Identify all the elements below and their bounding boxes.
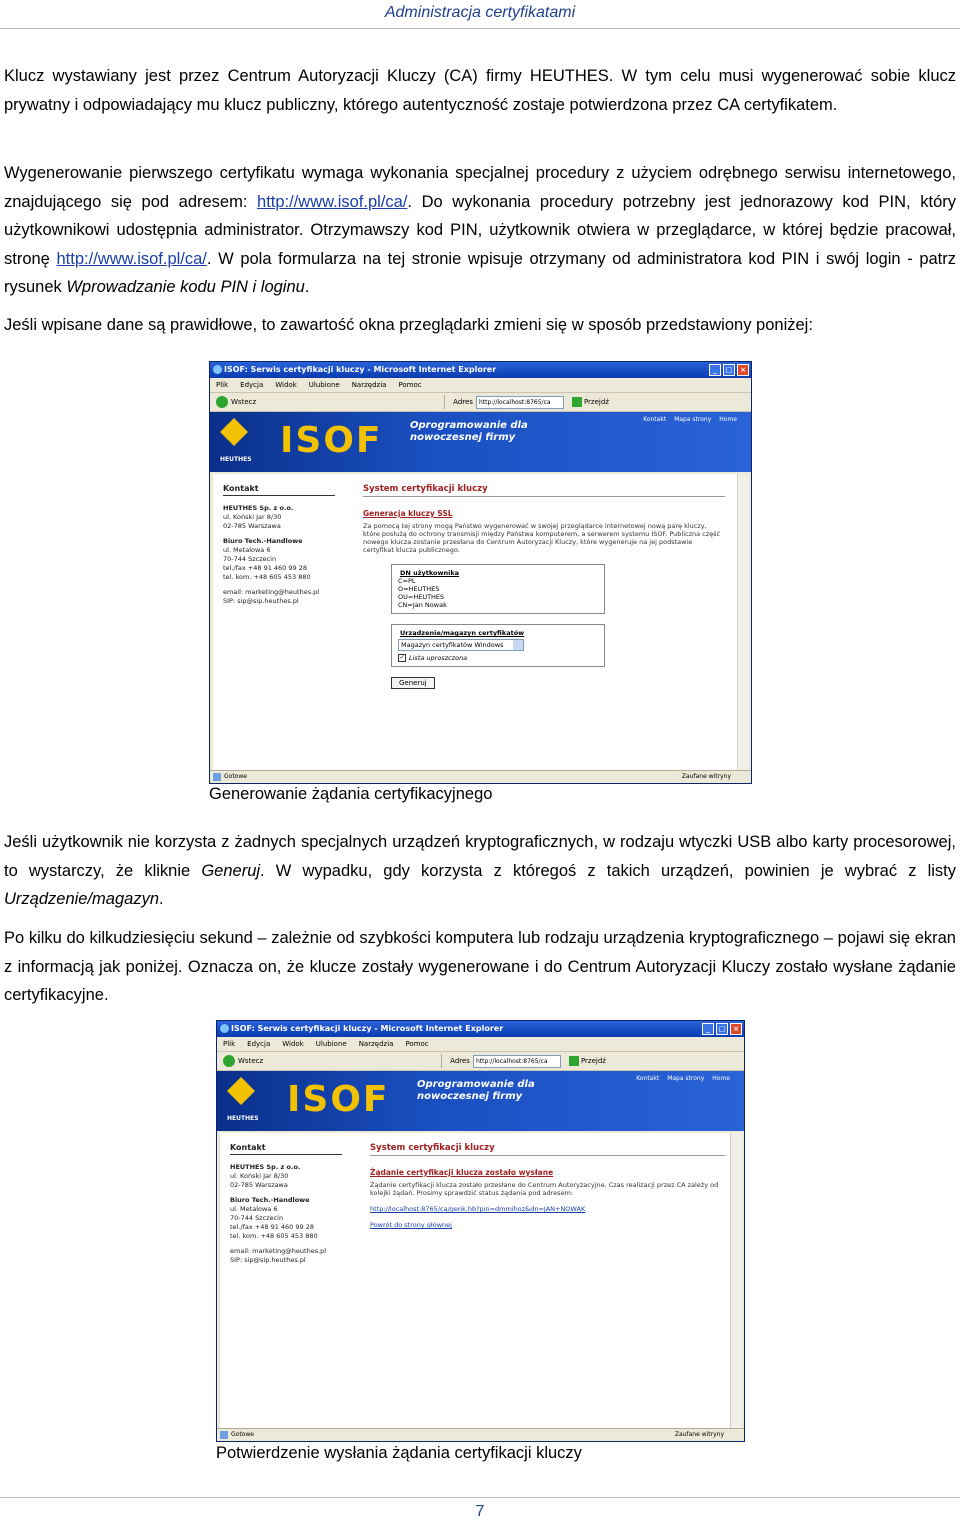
dropdown-arrow-icon: [513, 640, 523, 650]
generuj-button: Generuj: [391, 677, 435, 689]
close-icon: ×: [730, 1023, 742, 1035]
isof-banner: HEUTHES ISOF Oprogramowanie dla nowoczesnej firmy Kontakt Mapa strony Home: [210, 412, 751, 472]
browser-screenshot-1: [209, 361, 752, 784]
go-arrow-icon: [572, 397, 582, 407]
menu-item: Plik: [223, 1040, 236, 1048]
status-bar: Gotowe Zaufane witryny: [217, 1428, 744, 1441]
isof-ca-link-1[interactable]: http://www.isof.pl/ca/: [257, 192, 408, 211]
menu-item: Pomoc: [398, 381, 422, 389]
go-arrow-icon: [569, 1056, 579, 1066]
page-icon: [213, 773, 221, 781]
running-header: Administracja certyfikatami: [384, 4, 576, 21]
browser-toolbar: Wstecz Adres http://localhost:8765/ca Przejdź: [210, 393, 751, 412]
address-field: http://localhost:8765/ca: [473, 1055, 561, 1068]
maximize-icon: □: [716, 1023, 728, 1035]
isof-logo: ISOF: [287, 1079, 390, 1120]
dn-fieldset: DN użytkownika C=PL O=HEUTHES OU=HEUTHES CN=Jan Nowak: [391, 564, 605, 614]
menu-item: Narzędzia: [351, 381, 387, 389]
browser-toolbar: Wstecz Adres http://localhost:8765/ca Przejdź: [217, 1052, 744, 1071]
paragraph-4: Jeśli użytkownik nie korzysta z żadnych specjalnych urządzeń kryptograficznych, w rodzaju wtyczki USB albo karty procesorowej, to wystarczy, że kliknie Generuj. W wypadku, gdy korzysta z któregoś z takich urządzeń, powinien je wybrać z listy Urządzenie/magazyn.: [4, 833, 956, 908]
paragraph-2: Wygenerowanie pierwszego certyfikatu wymaga wykonania specjalnej procedury z użyciem odrębnego serwisu internetowego, znajdującego się pod adresem: http://www.isof.pl/ca/. Do wykonania procedury potrzebny jest jednorazowy kod PIN, który użytkownikowi udostępnia administrator. Otrzymawszy kod PIN, użytkownik otwiera w przeglądarce, w której będzie pracował, stronę http://www.isof.pl/ca/. W pola formularza na tej stronie wpisuje otrzymany od administratora kod PIN i swój login - patrz rysunek Wprowadzanie kodu PIN i loginu.: [4, 164, 957, 296]
close-icon: ×: [737, 364, 749, 376]
slogan: Oprogramowanie dla nowoczesnej firmy: [417, 1079, 535, 1102]
main-panel: System certyfikacji kluczy Żądanie certyfikacji klucza zostało wysłane Żądanie certyfikacji klucza zostało przesłane do Centrum Autoryzacyjne. Czas realizacji przez CA zależy od kolejki żądań. Prosimy sprawdzić status żądania pod adresem: http://localhost:8765/ca/genk.hb?pin=dmmihoz&dn=JAN+NOWAK Powrót do strony głównej: [370, 1143, 725, 1229]
main-panel: System certyfikacji kluczy Generacja kluczy SSL Za pomocą tej strony mogą Państwo wygenerować w swojej przeglądarce internetowej nową parę kluczy, które posłużą do ochrony transmisji między Państwa komputerem, a serwerem systemu ISOF. Publiczna część nowego klucza zostanie przesłana do Centrum Autoryzacji Kluczy, które wygeneruje na jej podstawie certyfikat klucza publicznego. DN użytkownika C=PL O=HEUTHES OU=HEUTHES CN=Jan Nowak Urządzenie/magazyn certyfikatów Magazyn certyfikatów Windows ✓ Lista uproszczona Generuj: [363, 484, 725, 689]
address-field: http://localhost:8765/ca: [476, 396, 564, 409]
page-icon: [220, 1431, 228, 1439]
device-select: Magazyn certyfikatów Windows: [398, 639, 524, 651]
menu-item: Pomoc: [405, 1040, 429, 1048]
slogan: Oprogramowanie dla nowoczesnej firmy: [410, 420, 528, 443]
isof-ca-link-2[interactable]: http://www.isof.pl/ca/: [56, 249, 207, 268]
menu-item: Edycja: [240, 381, 264, 389]
isof-logo: ISOF: [280, 420, 383, 461]
back-arrow-icon: [216, 396, 228, 408]
menu-item: Widok: [282, 1040, 304, 1048]
status-bar: Gotowe Zaufane witryny: [210, 770, 751, 783]
maximize-icon: □: [723, 364, 735, 376]
ie-icon: [220, 1024, 229, 1033]
menu-bar: [217, 1037, 744, 1052]
device-fieldset: Urządzenie/magazyn certyfikatów Magazyn certyfikatów Windows ✓ Lista uproszczona: [391, 624, 605, 667]
browser-screenshot-2: [216, 1020, 745, 1442]
contact-sidebar: Kontakt HEUTHES Sp. z o.o. ul. Koński Jar 8/30 02-785 Warszawa Biuro Tech.-Handlowe ul. Metalowa 6 70-744 Szczecin tel./fax +48 91 460 99 28 tel. kom. +48 605 453 880 email: marketing@heuthes.pl SIP: sip@sip.heuthes.pl: [223, 484, 335, 606]
status-request-link: http://localhost:8765/ca/genk.hb?pin=dmmihoz&dn=JAN+NOWAK: [370, 1205, 586, 1213]
heuthes-logo-icon: [220, 418, 248, 446]
paragraph-5: Po kilku do kilkudziesięciu sekund – zależnie od szybkości komputera lub rodzaju urządzenia kryptograficznego – pojawi się ekran z informacją jak poniżej. Oznacza on, że klucze zostały wygenerowane i do Centrum Autoryzacji Kluczy zostało wysłane żądanie certyfikacyjne.: [4, 929, 956, 1004]
minimize-icon: _: [709, 364, 721, 376]
footer-rule: [0, 1497, 960, 1498]
scrollbar: [730, 1133, 742, 1428]
menu-item: Plik: [216, 381, 229, 389]
figure-caption-2: Potwierdzenie wysłania żądania certyfikacji kluczy: [216, 1444, 582, 1462]
menu-item: Ulubione: [315, 1040, 347, 1048]
page-number: 7: [475, 1503, 485, 1520]
back-arrow-icon: [223, 1055, 235, 1067]
menu-item: Widok: [275, 381, 297, 389]
checkbox: ✓: [399, 654, 405, 661]
paragraph-3: Jeśli wpisane dane są prawidłowe, to zawartość okna przeglądarki zmieni się w sposób przedstawiony poniżej:: [4, 316, 813, 334]
isof-banner: HEUTHES ISOF Oprogramowanie dla nowoczesnej firmy Kontakt Mapa strony Home: [217, 1071, 744, 1131]
menu-item: Ulubione: [308, 381, 340, 389]
paragraph-1: Klucz wystawiany jest przez Centrum Autoryzacji Kluczy (CA) firmy HEUTHES. W tym celu musi wygenerować sobie klucz prywatny i odpowiadający mu klucz publiczny, którego autentyczność zostaje potwierdzona przez CA certyfikatem.: [4, 67, 956, 114]
window-titlebar: ISOF: Serwis certyfikacji kluczy - Microsoft Internet Explorer _ □ ×: [210, 362, 751, 378]
page-content: [213, 474, 737, 770]
menu-item: Narzędzia: [358, 1040, 394, 1048]
minimize-icon: _: [702, 1023, 714, 1035]
contact-sidebar: Kontakt HEUTHES Sp. z o.o. ul. Koński Jar 8/30 02-785 Warszawa Biuro Tech.-Handlowe ul. Metalowa 6 70-744 Szczecin tel./fax +48 91 460 99 28 tel. kom. +48 605 453 880 email: marketing@heuthes.pl SIP: sip@sip.heuthes.pl: [230, 1143, 342, 1265]
header-rule: [0, 28, 960, 29]
menu-item: Edycja: [247, 1040, 271, 1048]
back-home-link: Powrót do strony głównej: [370, 1221, 452, 1229]
window-titlebar: ISOF: Serwis certyfikacji kluczy - Microsoft Internet Explorer _ □ ×: [217, 1021, 744, 1037]
scrollbar: [737, 474, 749, 770]
menu-bar: [210, 378, 751, 393]
figure-caption-1: Generowanie żądania certyfikacyjnego: [209, 785, 493, 803]
heuthes-logo-icon: [227, 1077, 255, 1105]
page-content: [220, 1133, 730, 1428]
ie-icon: [213, 365, 222, 374]
